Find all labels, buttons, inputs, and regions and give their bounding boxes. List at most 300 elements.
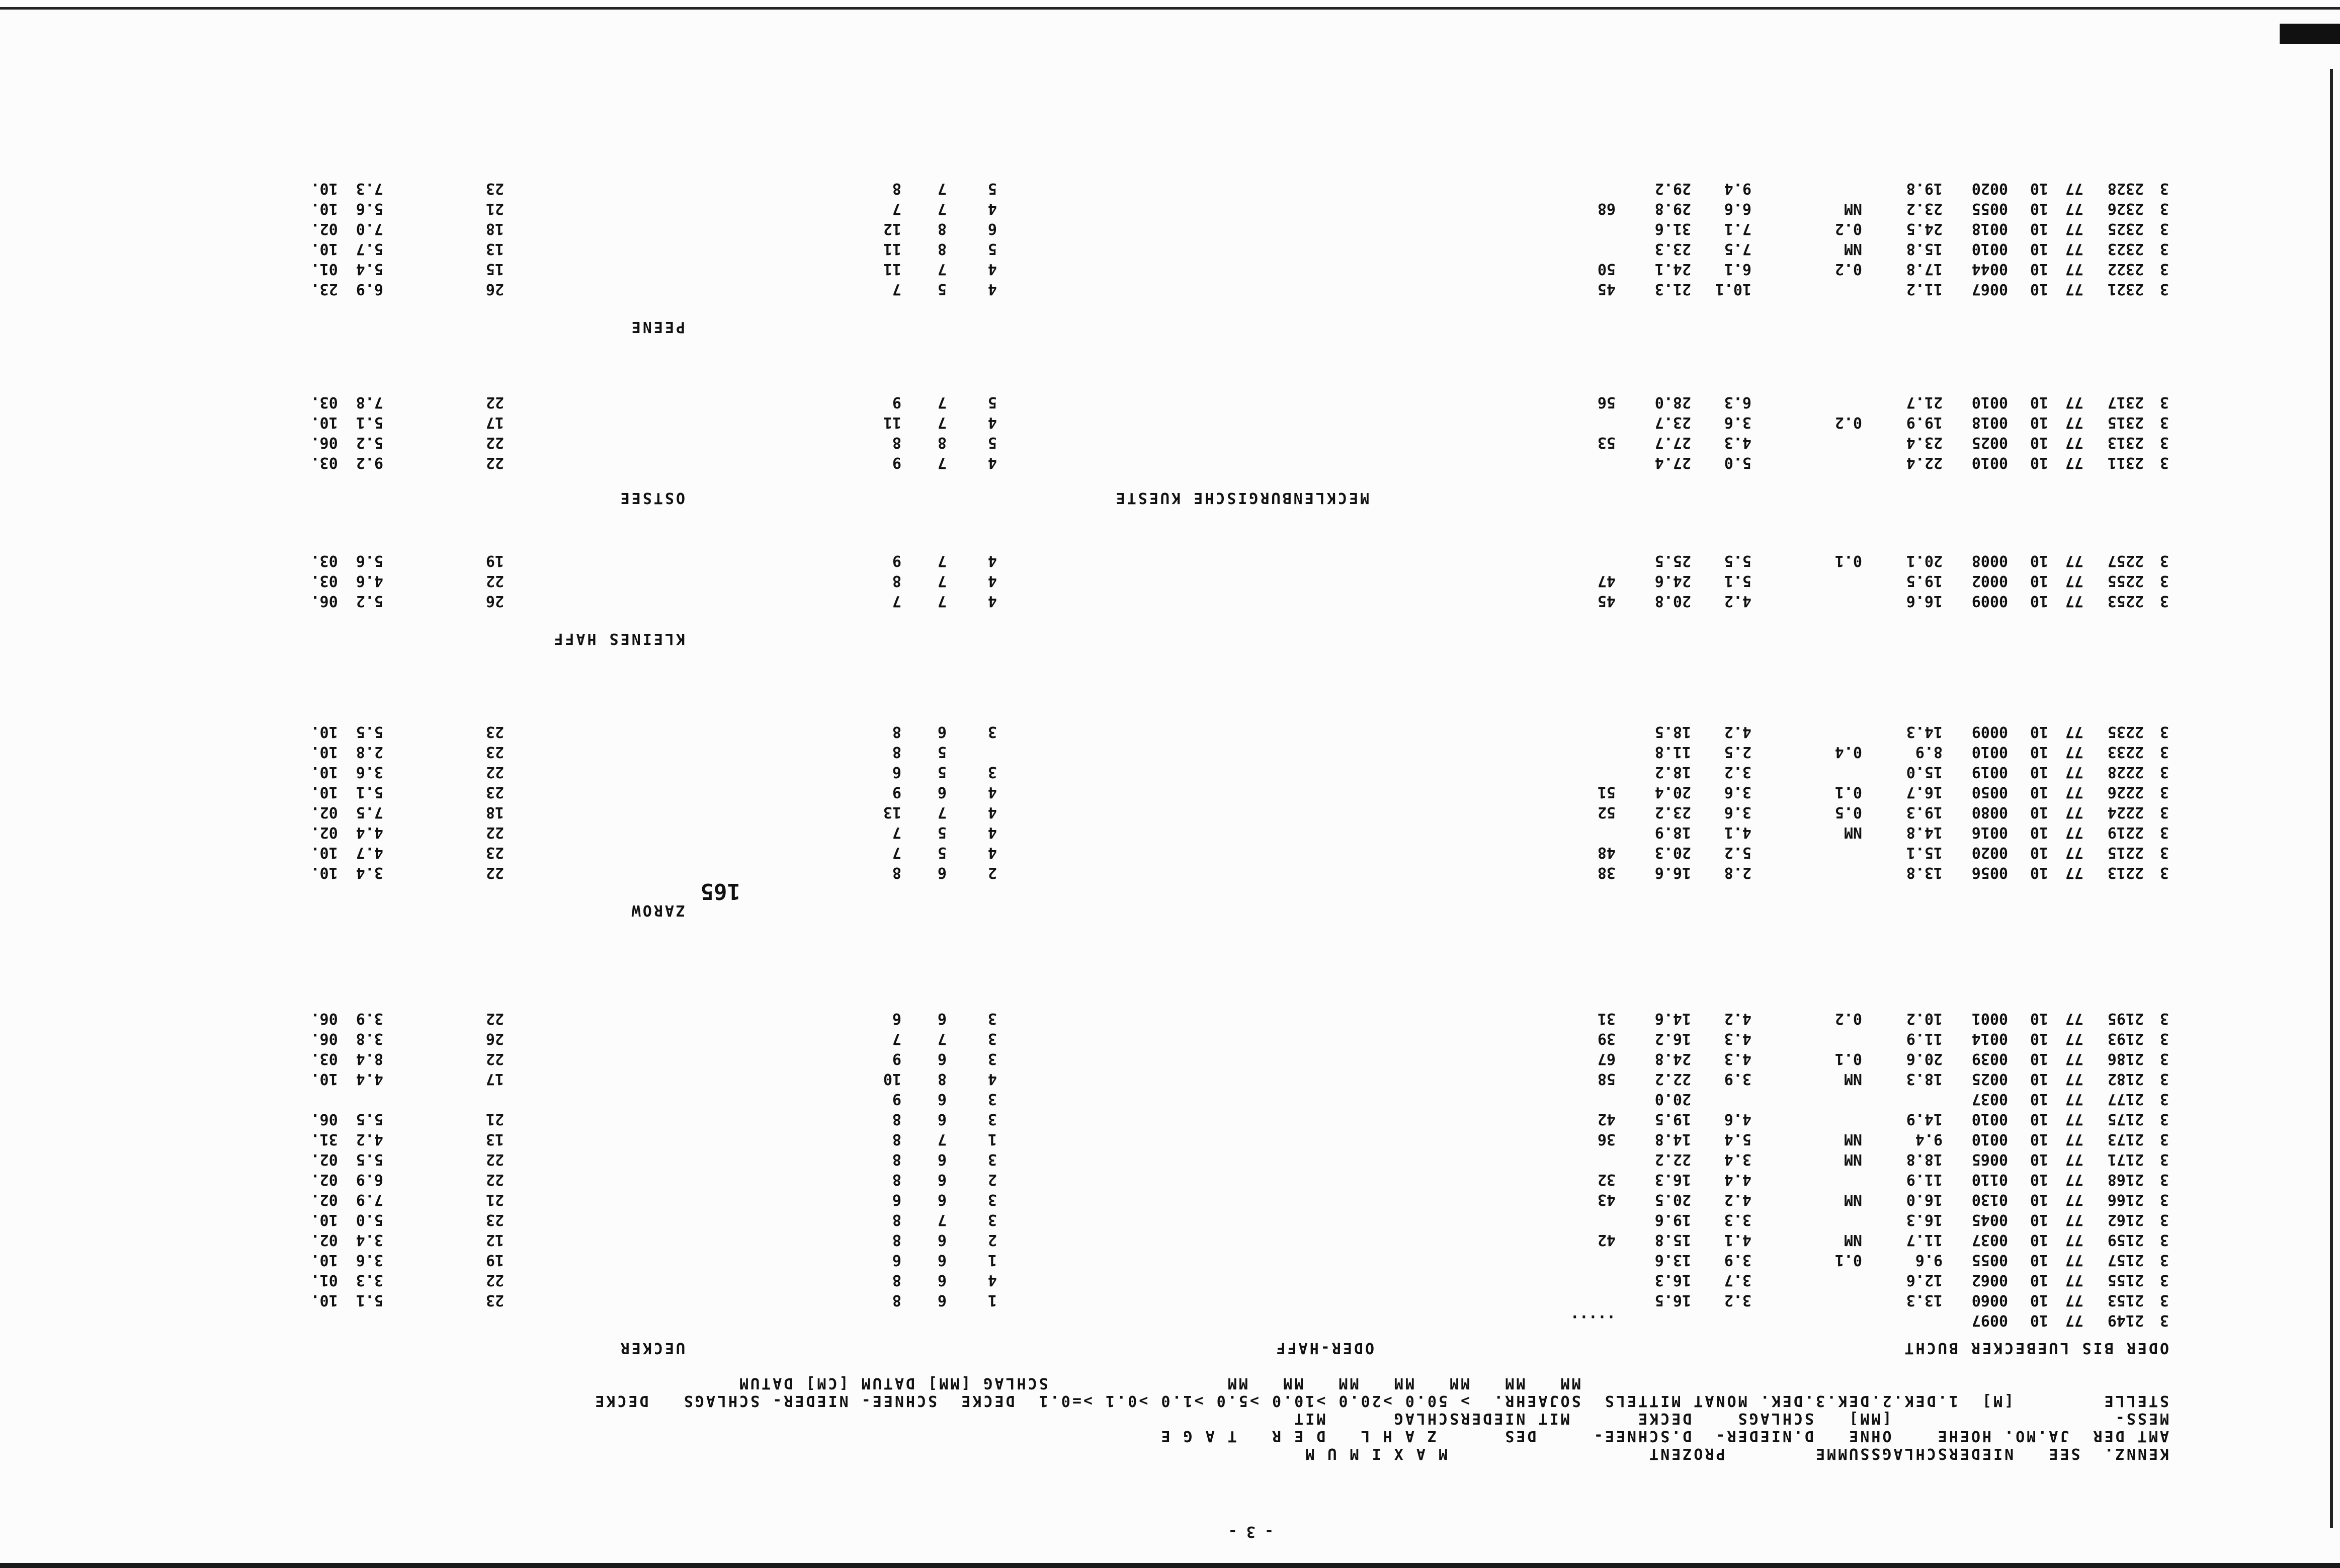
cell-hd: 5.5 10. <box>310 723 383 740</box>
cell-av: 24.1 <box>1654 260 1691 278</box>
cell-st: 2253 <box>2107 592 2144 610</box>
header-line-2: AMT DER JA.MO. HOEHE OHNE D.NIEDER- D.SCHNEE- DES Z A H L D E R T A G E <box>1159 1427 2169 1445</box>
cell-st: 2215 <box>2107 844 2144 861</box>
cell-av: 22.2 <box>1654 1150 1691 1168</box>
cell-st: 2153 <box>2107 1291 2144 1309</box>
cell-st: 2186 <box>2107 1050 2144 1067</box>
cell-yr: 77 <box>2065 434 2083 451</box>
cell-n1: 6 <box>987 220 997 237</box>
cell-mo: 10 <box>2030 280 2048 298</box>
section-heading: ODER BIS LUEBECKER BUCHT <box>1902 1339 2169 1357</box>
cell-mn: 4.1 <box>1724 1231 1751 1249</box>
cell-mn: 3.3 <box>1724 1211 1751 1228</box>
cell-av: 19.6 <box>1654 1211 1691 1228</box>
cell-dd: 0060 <box>1971 1291 2008 1309</box>
cell-yr: 77 <box>2065 1231 2083 1249</box>
cell-mn: 4.4 <box>1724 1171 1751 1188</box>
cell-n3: 8 <box>892 723 901 740</box>
cell-mn: 9.4 <box>1724 180 1751 197</box>
cell-n3: 8 <box>892 434 901 451</box>
cell-pz: 42 <box>1597 1110 1616 1128</box>
cell-mn: 3.2 <box>1724 1291 1751 1309</box>
cell-yr: 77 <box>2065 864 2083 881</box>
cell-pz: 45 <box>1597 592 1616 610</box>
cell-dd: 0019 <box>1971 763 2008 781</box>
cell-dd: 0010 <box>1971 240 2008 258</box>
cell-n2: 7 <box>937 1130 947 1148</box>
cell-mo: 10 <box>2030 844 2048 861</box>
cell-n1: 3 <box>987 1050 997 1067</box>
cell-yr: 77 <box>2065 552 2083 569</box>
cell-av: 20.8 <box>1654 592 1691 610</box>
cell-mo: 10 <box>2030 1251 2048 1269</box>
header-line-3: MESS- [MM] SCHLAGS DECKE MIT NIEDERSCHLAG MIT <box>1292 1410 2169 1427</box>
cell-yr: 77 <box>2065 200 2083 217</box>
cell-av: 29.8 <box>1654 200 1691 217</box>
cell-av: 29.2 <box>1654 180 1691 197</box>
cell-sd: 23 <box>485 844 504 861</box>
cell-av: 27.4 <box>1654 454 1691 471</box>
cell-yr: 77 <box>2065 180 2083 197</box>
cell-st: 2326 <box>2107 200 2144 217</box>
cell-yr: 77 <box>2065 763 2083 781</box>
cell-yr: 77 <box>2065 1211 2083 1228</box>
cell-hd: 5.7 10. <box>310 240 383 258</box>
cell-n3: 8 <box>892 572 901 590</box>
cell-yr: 77 <box>2065 260 2083 278</box>
cell-hd: 4.4 02. <box>310 823 383 841</box>
cell-sd: 21 <box>485 200 504 217</box>
cell-av: 11.8 <box>1654 743 1691 761</box>
cell-st: 2257 <box>2107 552 2144 569</box>
cell-sd: 22 <box>485 1010 504 1027</box>
cell-av: 18.9 <box>1654 823 1691 841</box>
cell-mx: 11.2 <box>1906 280 1943 298</box>
cell-sd: 22 <box>485 864 504 881</box>
section-heading: OSTSEE <box>618 489 685 507</box>
cell-mx: 23.2 <box>1906 200 1943 217</box>
section-heading: UECKER <box>618 1339 685 1357</box>
cell-av: 18.5 <box>1654 723 1691 740</box>
cell-yr: 77 <box>2065 393 2083 411</box>
cell-n2: 6 <box>937 1090 947 1108</box>
cell-mo: 10 <box>2030 864 2048 881</box>
cell-av: 20.5 <box>1654 1191 1691 1208</box>
cell-st: 2328 <box>2107 180 2144 197</box>
cell-n3: 8 <box>892 1291 901 1309</box>
cell-hd: 7.5 02. <box>310 803 383 821</box>
cell-sd: 23 <box>485 1291 504 1309</box>
cell-yr: 77 <box>2065 1251 2083 1269</box>
cell-pz: 68 <box>1597 200 1616 217</box>
cell-dd: 0055 <box>1971 1251 2008 1269</box>
cell-n1: 3 <box>987 1110 997 1128</box>
cell-mx: 14.9 <box>1906 1110 1943 1128</box>
cell-s: 3 <box>2159 1311 2169 1329</box>
cell-st: 2325 <box>2107 220 2144 237</box>
cell-sd: 15 <box>485 260 504 278</box>
cell-yr: 77 <box>2065 592 2083 610</box>
cell-hd: 3.6 10. <box>310 1251 383 1269</box>
cell-av: 27.7 <box>1654 434 1691 451</box>
cell-mn: 4.2 <box>1724 1010 1751 1027</box>
scan-edge-bottom <box>0 7 2340 10</box>
cell-s: 3 <box>2159 1130 2169 1148</box>
cell-hd: 2.8 10. <box>310 743 383 761</box>
cell-av: 14.8 <box>1654 1130 1691 1148</box>
cell-n2: 7 <box>937 1030 947 1047</box>
cell-av: 20.4 <box>1654 783 1691 801</box>
cell-yr: 77 <box>2065 1030 2083 1047</box>
cell-n1: 3 <box>987 1211 997 1228</box>
cell-mn: 5.0 <box>1724 454 1751 471</box>
cell-n3: 11 <box>883 260 901 278</box>
cell-mn: 3.6 <box>1724 803 1751 821</box>
cell-n1: 5 <box>987 434 997 451</box>
cell-mo: 10 <box>2030 434 2048 451</box>
cell-av: 22.2 <box>1654 1070 1691 1088</box>
cell-dd: 0037 <box>1971 1231 2008 1249</box>
cell-pz: 53 <box>1597 434 1616 451</box>
cell-n3: 6 <box>892 1191 901 1208</box>
cell-n3: 10 <box>883 1070 901 1088</box>
cell-dd: 0020 <box>1971 844 2008 861</box>
cell-dd: 0055 <box>1971 200 2008 217</box>
cell-n1: 1 <box>987 1251 997 1269</box>
cell-nd: NM <box>1844 1070 1862 1088</box>
cell-pz: 58 <box>1597 1070 1616 1088</box>
cell-mo: 10 <box>2030 1271 2048 1289</box>
cell-s: 3 <box>2159 454 2169 471</box>
cell-mo: 10 <box>2030 1150 2048 1168</box>
cell-st: 2315 <box>2107 414 2144 431</box>
cell-n2: 8 <box>937 240 947 258</box>
cell-mx: 8.9 <box>1915 743 1943 761</box>
cell-sd: 19 <box>485 552 504 569</box>
cell-n2: 6 <box>937 1191 947 1208</box>
cell-yr: 77 <box>2065 1090 2083 1108</box>
cell-hd: 3.8 06. <box>310 1030 383 1047</box>
cell-av: 16.6 <box>1654 864 1691 881</box>
cell-yr: 77 <box>2065 572 2083 590</box>
cell-mn: 4.3 <box>1724 1050 1751 1067</box>
cell-n1: 3 <box>987 1150 997 1168</box>
cell-dd: 0080 <box>1971 803 2008 821</box>
cell-av: 15.8 <box>1654 1231 1691 1249</box>
scan-edge-left <box>2330 69 2333 1528</box>
cell-s: 3 <box>2159 1191 2169 1208</box>
cell-dd: 0050 <box>1971 783 2008 801</box>
cell-n2: 5 <box>937 280 947 298</box>
cell-hd: 6.9 23. <box>310 280 383 298</box>
cell-n3: 9 <box>892 1090 901 1108</box>
cell-nd: 0.2 <box>1834 220 1862 237</box>
cell-av: 18.2 <box>1654 763 1691 781</box>
cell-n2: 6 <box>937 783 947 801</box>
cell-n3: 6 <box>892 1010 901 1027</box>
cell-n3: 8 <box>892 1110 901 1128</box>
cell-n1: 4 <box>987 572 997 590</box>
cell-mx: 10.2 <box>1906 1010 1943 1027</box>
cell-s: 3 <box>2159 1231 2169 1249</box>
page-code: - 3 - <box>1228 1523 1274 1540</box>
cell-mo: 10 <box>2030 1191 2048 1208</box>
cell-pz: 32 <box>1597 1171 1616 1188</box>
cell-hd: 7.3 10. <box>310 180 383 197</box>
cell-mn: 4.6 <box>1724 1110 1751 1128</box>
cell-av: 23.3 <box>1654 240 1691 258</box>
cell-n3: 7 <box>892 280 901 298</box>
cell-mo: 10 <box>2030 414 2048 431</box>
cell-s: 3 <box>2159 1271 2169 1289</box>
cell-s: 3 <box>2159 723 2169 740</box>
cell-mx: 19.9 <box>1906 414 1943 431</box>
cell-pz: 43 <box>1597 1191 1616 1208</box>
cell-pz: 67 <box>1597 1050 1616 1067</box>
cell-nd: 0.1 <box>1834 1050 1862 1067</box>
cell-mn: 5.5 <box>1724 552 1751 569</box>
cell-sd: 22 <box>485 763 504 781</box>
cell-mo: 10 <box>2030 240 2048 258</box>
cell-hd: 9.2 03. <box>310 454 383 471</box>
cell-mn: 7.5 <box>1724 240 1751 258</box>
cell-n3: 7 <box>892 823 901 841</box>
cell-pz: 56 <box>1597 393 1616 411</box>
cell-yr: 77 <box>2065 280 2083 298</box>
cell-yr: 77 <box>2065 1130 2083 1148</box>
cell-yr: 77 <box>2065 220 2083 237</box>
cell-st: 2193 <box>2107 1030 2144 1047</box>
cell-n2: 7 <box>937 552 947 569</box>
cell-dd: 0001 <box>1971 1010 2008 1027</box>
cell-mn: 10.1 <box>1715 280 1751 298</box>
cell-st: 2228 <box>2107 763 2144 781</box>
cell-mx: 20.1 <box>1906 552 1943 569</box>
cell-hd: 7.8 03. <box>310 393 383 411</box>
cell-yr: 77 <box>2065 1150 2083 1168</box>
cell-mx: 20.6 <box>1906 1050 1943 1067</box>
cell-n1: 4 <box>987 844 997 861</box>
cell-nd: 0.1 <box>1834 783 1862 801</box>
cell-s: 3 <box>2159 1291 2169 1309</box>
cell-mn: 2.5 <box>1724 743 1751 761</box>
cell-av: 21.3 <box>1654 280 1691 298</box>
cell-yr: 77 <box>2065 454 2083 471</box>
cell-n3: 8 <box>892 864 901 881</box>
cell-dd: 0018 <box>1971 220 2008 237</box>
cell-pz: 38 <box>1597 864 1616 881</box>
cell-mo: 10 <box>2030 200 2048 217</box>
cell-n2: 6 <box>937 1171 947 1188</box>
cell-mo: 10 <box>2030 1090 2048 1108</box>
cell-n3: 7 <box>892 844 901 861</box>
cell-yr: 77 <box>2065 1191 2083 1208</box>
cell-hd: 3.6 10. <box>310 763 383 781</box>
cell-n1: 3 <box>987 1090 997 1108</box>
cell-sd: 22 <box>485 823 504 841</box>
cell-sd: 13 <box>485 1130 504 1148</box>
cell-sd: 22 <box>485 434 504 451</box>
cell-mx: 19.8 <box>1906 180 1943 197</box>
cell-yr: 77 <box>2065 1010 2083 1027</box>
cell-mn: 4.3 <box>1724 434 1751 451</box>
cell-mn: 2.8 <box>1724 864 1751 881</box>
cell-n1: 4 <box>987 260 997 278</box>
cell-s: 3 <box>2159 393 2169 411</box>
cell-n1: 3 <box>987 1030 997 1047</box>
cell-nd: NM <box>1844 823 1862 841</box>
cell-s: 3 <box>2159 1010 2169 1027</box>
cell-nd: NM <box>1844 1130 1862 1148</box>
cell-hd: 4.2 31. <box>310 1130 383 1148</box>
cell-av: 20.3 <box>1654 844 1691 861</box>
cell-s: 3 <box>2159 1050 2169 1067</box>
cell-mn: 3.4 <box>1724 1150 1751 1168</box>
cell-nd: NM <box>1844 1150 1862 1168</box>
cell-dd: 0045 <box>1971 1211 2008 1228</box>
cell-av: 23.2 <box>1654 803 1691 821</box>
cell-dd: 0009 <box>1971 723 2008 740</box>
cell-st: 2182 <box>2107 1070 2144 1088</box>
cell-n2: 6 <box>937 1231 947 1249</box>
cell-mo: 10 <box>2030 1010 2048 1027</box>
cell-pz: 51 <box>1597 783 1616 801</box>
cell-av: 19.5 <box>1654 1110 1691 1128</box>
cell-yr: 77 <box>2065 723 2083 740</box>
cell-yr: 77 <box>2065 1271 2083 1289</box>
header-line-1: KENNZ. SEE NIEDERSCHLAGSSUMME PROZENT M A X I M U M <box>1303 1445 2169 1462</box>
cell-hd: 5.6 03. <box>310 552 383 569</box>
cell-mx: 11.9 <box>1906 1030 1943 1047</box>
cell-st: 2157 <box>2107 1251 2144 1269</box>
cell-mo: 10 <box>2030 1231 2048 1249</box>
cell-dd: 0010 <box>1971 743 2008 761</box>
cell-s: 3 <box>2159 803 2169 821</box>
scan-edge-top <box>0 1563 2340 1568</box>
cell-dd: 0008 <box>1971 552 2008 569</box>
cell-n2: 7 <box>937 414 947 431</box>
cell-av: 13.6 <box>1654 1251 1691 1269</box>
cell-hd: 3.4 10. <box>310 864 383 881</box>
cell-mn: 3.9 <box>1724 1251 1751 1269</box>
cell-n3: 8 <box>892 1231 901 1249</box>
cell-mo: 10 <box>2030 803 2048 821</box>
cell-n1: 2 <box>987 1171 997 1188</box>
cell-n3: 12 <box>883 220 901 237</box>
cell-n2: 7 <box>937 393 947 411</box>
cell-n2: 7 <box>937 572 947 590</box>
page-number: 165 <box>700 878 740 904</box>
cell-sd: 21 <box>485 1191 504 1208</box>
cell-mx: 15.1 <box>1906 844 1943 861</box>
cell-mo: 10 <box>2030 552 2048 569</box>
cell-st: 2235 <box>2107 723 2144 740</box>
cell-s: 3 <box>2159 864 2169 881</box>
cell-nd: 0.1 <box>1834 552 1862 569</box>
cell-mn: 4.2 <box>1724 592 1751 610</box>
cell-yr: 77 <box>2065 1171 2083 1188</box>
cell-hd: 6.9 02. <box>310 1171 383 1188</box>
cell-dd: 0018 <box>1971 414 2008 431</box>
cell-n1: 4 <box>987 783 997 801</box>
cell-mn: 5.4 <box>1724 1130 1751 1148</box>
cell-av: 14.6 <box>1654 1010 1691 1027</box>
cell-st: 2233 <box>2107 743 2144 761</box>
cell-s: 3 <box>2159 260 2169 278</box>
cell-s: 3 <box>2159 552 2169 569</box>
cell-dd: 0010 <box>1971 393 2008 411</box>
cell-n2: 6 <box>937 1291 947 1309</box>
cell-hd: 5.5 06. <box>310 1110 383 1128</box>
cell-n3: 9 <box>892 783 901 801</box>
cell-mx: 14.8 <box>1906 823 1943 841</box>
cell-s: 3 <box>2159 434 2169 451</box>
cell-n3: 13 <box>883 803 901 821</box>
cell-mn: 3.9 <box>1724 1070 1751 1088</box>
cell-n1: 1 <box>987 1130 997 1148</box>
cell-st: 2166 <box>2107 1191 2144 1208</box>
cell-sd: 22 <box>485 393 504 411</box>
cell-n2: 7 <box>937 1211 947 1228</box>
cell-s: 3 <box>2159 240 2169 258</box>
cell-hd: 5.2 06. <box>310 592 383 610</box>
cell-sd: 22 <box>485 1050 504 1067</box>
cell-n3: 8 <box>892 1211 901 1228</box>
cell-av: 24.8 <box>1654 1050 1691 1067</box>
cell-dd: 0014 <box>1971 1030 2008 1047</box>
cell-mx: 11.7 <box>1906 1231 1943 1249</box>
cell-dd: 0056 <box>1971 864 2008 881</box>
cell-yr: 77 <box>2065 1110 2083 1128</box>
cell-nd: 0.4 <box>1834 743 1862 761</box>
cell-hd: 3.3 01. <box>310 1271 383 1289</box>
cell-sd: 22 <box>485 1171 504 1188</box>
cell-n1: 4 <box>987 1070 997 1088</box>
cell-pz: ..... <box>1570 1311 1616 1329</box>
cell-s: 3 <box>2159 1090 2169 1108</box>
cell-yr: 77 <box>2065 803 2083 821</box>
cell-sd: 23 <box>485 1211 504 1228</box>
cell-pz: 36 <box>1597 1130 1616 1148</box>
cell-yr: 77 <box>2065 240 2083 258</box>
cell-n2: 5 <box>937 763 947 781</box>
cell-n2: 7 <box>937 454 947 471</box>
cell-nd: NM <box>1844 200 1862 217</box>
cell-n2: 6 <box>937 1251 947 1269</box>
cell-dd: 0044 <box>1971 260 2008 278</box>
cell-s: 3 <box>2159 220 2169 237</box>
cell-n1: 4 <box>987 552 997 569</box>
cell-n2: 8 <box>937 434 947 451</box>
cell-st: 2171 <box>2107 1150 2144 1168</box>
cell-av: 28.0 <box>1654 393 1691 411</box>
cell-n2: 6 <box>937 1271 947 1289</box>
cell-mn: 3.7 <box>1724 1271 1751 1289</box>
cell-pz: 48 <box>1597 844 1616 861</box>
cell-mx: 9.6 <box>1915 1251 1943 1269</box>
cell-nd: 0.1 <box>1834 1251 1862 1269</box>
cell-n1: 4 <box>987 280 997 298</box>
cell-mn: 6.1 <box>1724 260 1751 278</box>
cell-nd: 0.5 <box>1834 803 1862 821</box>
cell-s: 3 <box>2159 823 2169 841</box>
cell-n2: 6 <box>937 1010 947 1027</box>
cell-mx: 24.5 <box>1906 220 1943 237</box>
cell-hd: 5.1 10. <box>310 1291 383 1309</box>
cell-s: 3 <box>2159 743 2169 761</box>
cell-mo: 10 <box>2030 1311 2048 1329</box>
cell-st: 2219 <box>2107 823 2144 841</box>
